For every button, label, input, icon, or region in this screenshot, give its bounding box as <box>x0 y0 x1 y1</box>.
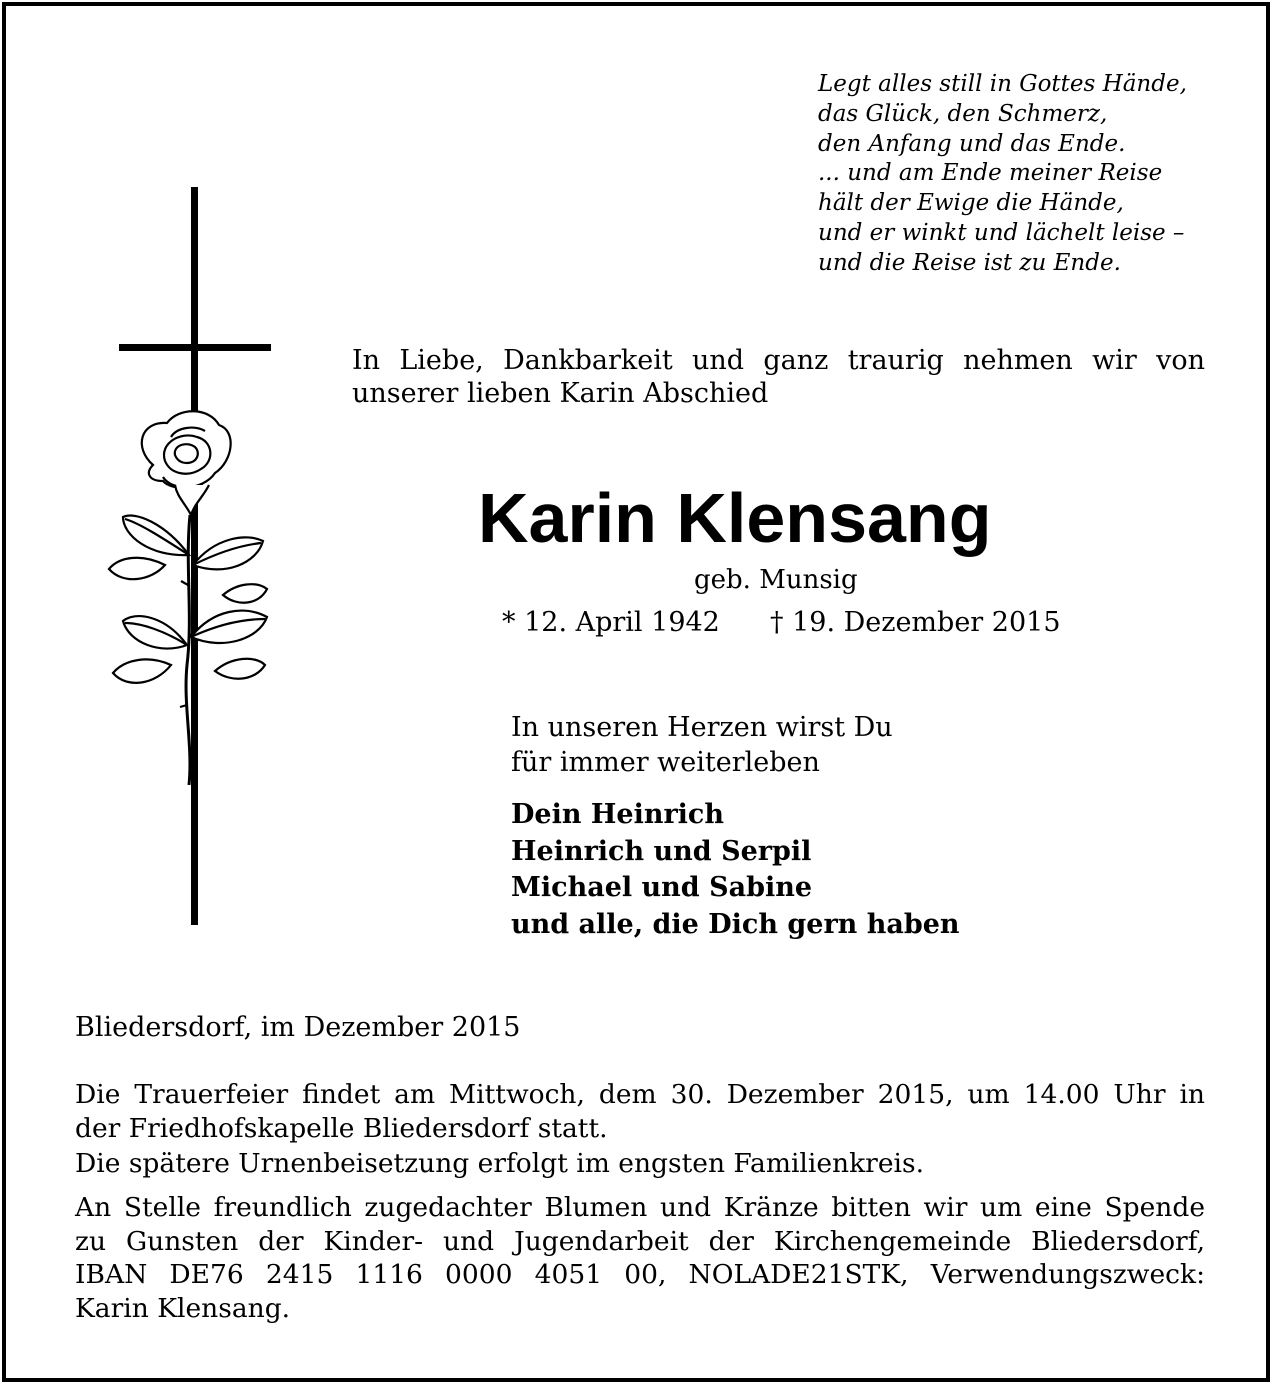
donation-line: IBAN DE76 2415 1116 0000 4051 00, NOLADE21STK, Verwendungszweck: <box>75 1259 1205 1290</box>
donation-line: Karin Klensang. <box>75 1292 291 1324</box>
family-line: Michael und Sabine <box>511 872 813 903</box>
donation-info <box>75 1191 1205 1325</box>
funeral-line: Die Trauerfeier findet am Mittwoch, dem 30. Dezember 2015, um 14.00 Uhr in <box>75 1079 1205 1110</box>
remembrance-line: In unseren Herzen wirst Du <box>511 712 893 743</box>
birth-date: * 12. April 1942 <box>502 607 720 638</box>
birth-name: geb. Munsig <box>694 565 858 595</box>
intro-text <box>352 344 1205 410</box>
poem-line: ... und am Ende meiner Reise <box>818 160 1163 187</box>
donation-line: An Stelle freundlich zugedachter Blumen und Kränze bitten wir um eine Spende <box>75 1192 1205 1223</box>
poem <box>818 70 1218 279</box>
funeral-info <box>75 1078 1205 1181</box>
deceased-name: Karin Klensang <box>478 479 992 557</box>
family-line: und alle, die Dich gern haben <box>511 908 960 940</box>
poem-line: das Glück, den Schmerz, <box>818 100 1108 127</box>
poem-line: und er winkt und lächelt leise – <box>818 219 1185 246</box>
death-date: † 19. Dezember 2015 <box>770 607 1061 638</box>
cross-with-rose <box>105 185 280 930</box>
donation-line: zu Gunsten der Kinder- und Jugendarbeit der Kirchengemeinde Bliedersdorf, <box>75 1225 1205 1257</box>
poem-line: hält der Ewige die Hände, <box>818 190 1124 217</box>
remembrance-line: für immer weiterleben <box>511 747 820 778</box>
rose-icon <box>109 411 267 785</box>
place-date: Bliedersdorf, im Dezember 2015 <box>75 1012 521 1043</box>
family-signatures <box>511 797 960 943</box>
poem-line: Legt alles still in Gottes Hände, <box>818 71 1187 97</box>
intro-line: unserer lieben Karin Abschied <box>352 378 769 409</box>
family-line: Dein Heinrich <box>511 799 725 830</box>
intro-line: In Liebe, Dankbarkeit und ganz traurig nehmen wir von <box>352 345 1205 376</box>
life-dates <box>502 607 1061 638</box>
funeral-line: Die spätere Urnenbeisetzung erfolgt im engsten Familienkreis. <box>75 1147 925 1179</box>
poem-line: den Anfang und das Ende. <box>818 130 1126 157</box>
remembrance-text <box>511 710 893 780</box>
poem-line: und die Reise ist zu Ende. <box>818 249 1121 276</box>
family-line: Heinrich und Serpil <box>511 835 812 867</box>
funeral-line: der Friedhofskapelle Bliedersdorf statt. <box>75 1113 608 1145</box>
